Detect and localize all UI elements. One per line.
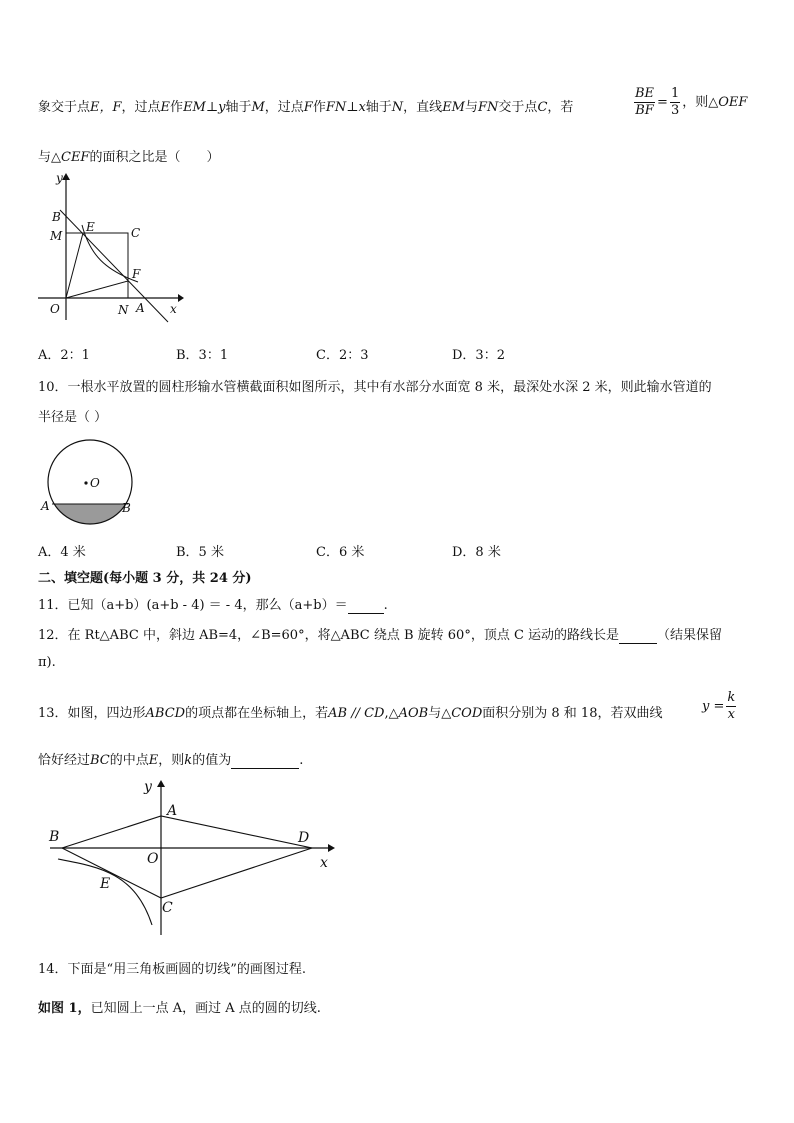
q12-text: 12．在 Rt△ABC 中，斜边 AB=4，∠B=60°，将△ABC 绕点 B 旋转 60°，顶点 C 运动的路线长是 [38, 628, 620, 643]
q9-var: EM [442, 100, 465, 115]
q9-line1 [38, 96, 573, 115]
label-x: x [170, 302, 177, 316]
q9-option-b[interactable]: B．3：1 [176, 348, 229, 363]
label-e: E [100, 876, 111, 892]
q9-text: ，过点 [121, 100, 161, 115]
q9-fraction-group [632, 86, 747, 119]
q13-line1 [38, 702, 662, 721]
frac-num: k [727, 690, 736, 705]
segment-of [66, 281, 128, 298]
frac-num: BE [635, 86, 655, 101]
q9-text: 轴于 [365, 100, 392, 115]
q13-text: 面积分别为 8 和 18，若双曲线 [482, 706, 663, 721]
q9-text: 轴于 [225, 100, 252, 115]
x-arrow [178, 294, 184, 302]
q9-var: M [251, 100, 265, 115]
label-x: x [320, 855, 328, 871]
section-heading-fill-blank: 二、填空题(每小题 3 分，共 24 分) [38, 571, 252, 586]
q9-figure [30, 170, 190, 330]
q13-answer-blank[interactable] [231, 753, 299, 769]
q13-text: 与△ [428, 706, 452, 721]
q13-text: 的值为 [192, 753, 232, 768]
label-f: F [132, 267, 141, 281]
q14-fig-ref: 如图 1， [38, 1001, 91, 1016]
label-c: C [131, 226, 141, 240]
frac-num: 1 [670, 86, 680, 101]
q9-var: FN⊥x [325, 100, 366, 115]
q13-var: COD [451, 706, 483, 721]
q9-var: FN [478, 100, 499, 115]
q9-text: ，则△ [682, 95, 719, 110]
label-b: B [52, 210, 61, 224]
q13-text: 13．如图，四边形 [38, 706, 146, 721]
q14-line1: 14．下面是“用三角板画圆的切线”的画图过程. [38, 962, 306, 977]
q11-text: 11．已知（a+b）(a+b - 4) ＝ - 4，那么（a+b）＝ [38, 598, 348, 613]
q9-var: C [537, 100, 548, 115]
frac-den: BF [635, 103, 654, 118]
q14-text: 已知圆上一点 A，画过 A 点的圆的切线. [90, 1001, 321, 1016]
q13-line2 [38, 749, 303, 769]
q9-line2 [38, 146, 219, 165]
q11-line [38, 594, 388, 614]
q9-text: 与 [465, 100, 479, 115]
q11-end: . [383, 598, 388, 613]
q9-text: ，若 [547, 100, 574, 115]
q9-text: 的面积之比是（ ） [89, 150, 220, 165]
q9-option-d[interactable]: D．3：2 [452, 348, 505, 363]
fraction-1-3 [670, 86, 680, 119]
label-a: A [136, 301, 145, 315]
frac-den: 3 [670, 103, 680, 118]
label-y: y [56, 171, 63, 185]
q9-var: OEF [718, 95, 748, 110]
rect-omcn [66, 233, 128, 298]
center-dot [84, 481, 87, 484]
q9-text: 与△ [38, 150, 61, 165]
q13-var: k [184, 753, 193, 768]
segment-oe [66, 233, 83, 298]
q13-text: 的中点 [109, 753, 149, 768]
q10-option-c[interactable]: C．6 米 [316, 545, 365, 560]
label-o: O [147, 851, 159, 867]
label-o: O [50, 302, 60, 316]
y-arrow [157, 780, 165, 787]
q9-option-c[interactable]: C．2：3 [316, 348, 369, 363]
q13-var: AOB [398, 706, 429, 721]
q13-var: E [148, 753, 159, 768]
q10-option-b[interactable]: B．5 米 [176, 545, 224, 560]
q11-answer-blank[interactable] [348, 598, 384, 614]
label-e: E [86, 220, 95, 234]
fraction-k-x [726, 690, 736, 723]
q9-var: CEF [61, 150, 90, 165]
equals: = [657, 95, 668, 110]
eq-y: y = [702, 699, 725, 714]
label-m: M [50, 229, 63, 243]
q9-text: ，过点 [264, 100, 304, 115]
q13-var: BC [90, 753, 110, 768]
fraction-be-bf [634, 86, 655, 119]
label-y: y [144, 779, 152, 795]
q10-figure [38, 434, 138, 530]
q9-var: E，F [90, 100, 122, 115]
q12-line2: π). [38, 655, 56, 670]
q13-var: ABCD [145, 706, 186, 721]
q10-line1: 10．一根水平放置的圆柱形输水管横截面积如图所示，其中有水部分水面宽 8 米，最深处水深 2 米，则此输水管道的 [38, 380, 712, 395]
q13-text: 恰好经过 [38, 753, 91, 768]
q9-var: F [303, 100, 313, 115]
q9-text: 作 [312, 100, 326, 115]
q12-text-end: （结果保留 [657, 628, 723, 643]
q13-text: ，则 [158, 753, 185, 768]
q9-option-a[interactable]: A．2：1 [38, 348, 90, 363]
frac-den: x [727, 707, 735, 722]
y-arrow [62, 173, 70, 180]
label-a: A [167, 803, 178, 819]
label-b: B [122, 501, 131, 515]
q9-var: EM⊥y [183, 100, 226, 115]
x-arrow [328, 844, 335, 852]
q9-text: ，直线 [403, 100, 443, 115]
q12-answer-blank[interactable] [619, 628, 657, 644]
label-o: O [90, 476, 100, 490]
q9-text: 交于点 [498, 100, 538, 115]
label-c: C [162, 900, 173, 916]
q13-end: . [299, 753, 304, 768]
label-b: B [49, 829, 60, 845]
q13-text: 的项点都在坐标轴上，若 [185, 706, 329, 721]
q13-figure [40, 775, 340, 945]
q9-text: 象交于点 [38, 100, 91, 115]
line-ab [60, 210, 168, 322]
hyperbola [58, 859, 152, 925]
q10-option-a[interactable]: A．4 米 [38, 545, 86, 560]
q9-var: N [391, 100, 404, 115]
q14-line2 [38, 997, 321, 1016]
q10-line2: 半径是（ ） [38, 410, 108, 425]
label-n: N [118, 303, 129, 317]
q13-text: ,△ [384, 706, 399, 721]
q13-hyperbola-eq [702, 690, 738, 723]
label-a: A [41, 499, 50, 513]
label-d: D [298, 830, 310, 846]
q9-var: E [160, 100, 171, 115]
q13-var: AB // CD [328, 706, 385, 721]
q10-option-d[interactable]: D．8 米 [452, 545, 501, 560]
q12-line1 [38, 624, 722, 644]
q9-text: 作 [170, 100, 184, 115]
